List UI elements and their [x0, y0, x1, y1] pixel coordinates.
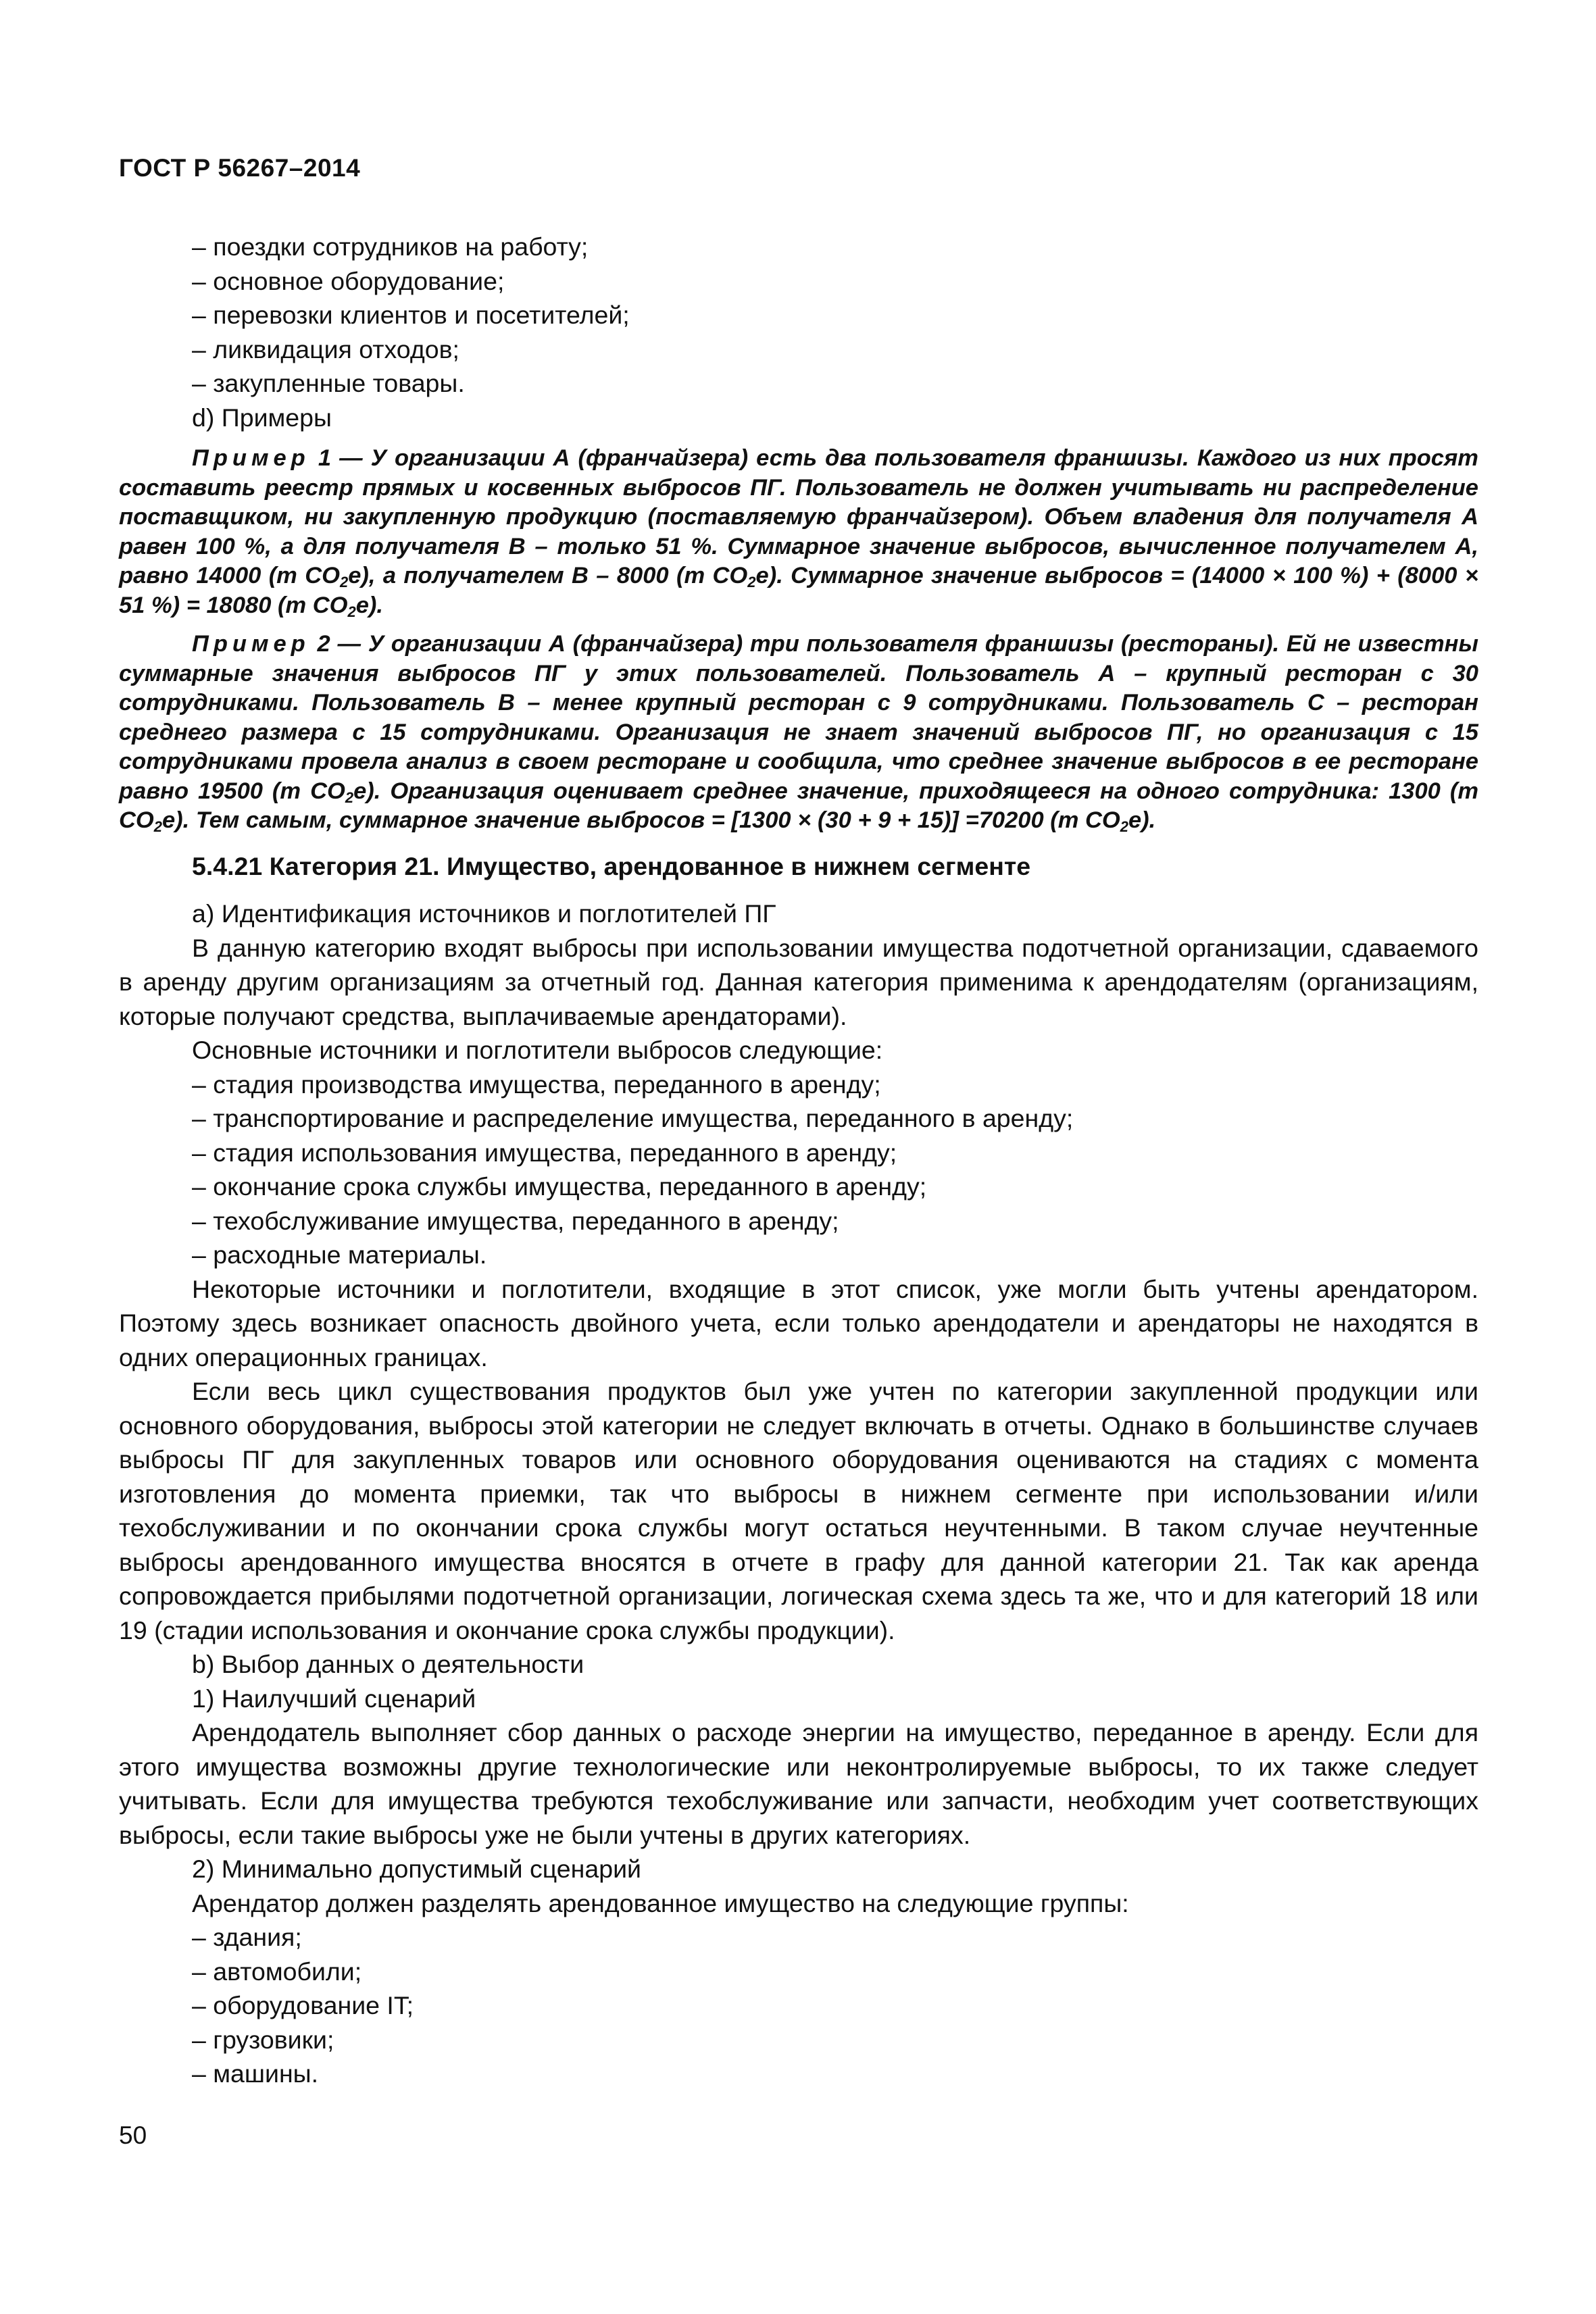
subsection-b1: 1) Наилучший сценарий	[192, 1684, 476, 1713]
example-1-number: 1	[318, 445, 331, 471]
subscript: 2	[347, 603, 356, 620]
subsection-b2: 2) Минимально допустимый сценарий	[192, 1855, 641, 1883]
sources-intro: Основные источники и поглотители выбросов следующие:	[192, 1036, 883, 1064]
example-1	[119, 444, 1478, 620]
paragraph: Некоторые источники и поглотители, входящие в этот список, уже могли быть учтены арендатором. Поэтому здесь возникает опасность двойного учета, если только арендодатели и арендаторы не находятся в одних операционных границах.	[119, 1274, 1478, 1372]
list-item: – оборудование IT;	[192, 1991, 414, 2019]
list-item: – автомобили;	[192, 1957, 362, 1986]
list-item: – техобслуживание имущества, переданного в аренду;	[192, 1206, 839, 1235]
example-1-label: Пример	[192, 445, 310, 471]
page-number: 50	[119, 2121, 147, 2149]
example-2-text: e). Организация оценивает среднее значение, приходящееся на одного сотрудника: 1300 (т CO	[119, 778, 1479, 833]
list-item: – перевозки клиентов и посетителей;	[192, 301, 630, 329]
example-2-dash: —	[337, 631, 361, 657]
list-item: – транспортирование и распределение имущества, переданного в аренду;	[192, 1104, 1074, 1132]
list-item: – расходные материалы.	[192, 1240, 487, 1269]
document-body	[119, 230, 1478, 2091]
example-1-text: e), а получателем В – 8000 (т CO	[348, 563, 748, 588]
paragraph: Если весь цикл существования продуктов был уже учтен по категории закупленной продукции или основного оборудования, выбросы этой категории не следует включать в отчеты. Однако в большинстве случаев выбросы ПГ для закупленных товаров или основного оборудования оцениваются на стадиях с момента изготовления до момента приемки, так что выбросы в нижнем сегменте при использовании и/или техобслуживании и по окончании срока службы могут остаться неучтенными. В таком случае неучтенные выбросы арендованного имущества вносятся в отчете в графу для данной категории 21. Так как аренда сопровождается прибылями подотчетной организации, логическая схема здесь та же, что и для категорий 18 или 19 (стадии использования и окончание срока службы продукции).	[119, 1377, 1478, 1644]
example-2-number: 2	[317, 631, 330, 657]
list-item: – окончание срока службы имущества, переданного в аренду;	[192, 1172, 927, 1201]
groups-intro: Арендатор должен разделять арендованное имущество на следующие группы:	[192, 1888, 1129, 1917]
example-2-text: e). Тем самым, суммарное значение выбросов = [1300 × (30 + 9 + 15)] =70200 (т CO	[162, 807, 1120, 833]
subscript: 2	[339, 574, 349, 590]
document-header: ГОСТ Р 56267–2014	[119, 154, 361, 182]
list-item: – закупленные товары.	[192, 369, 465, 397]
section-heading: 5.4.21 Категория 21. Имущество, арендованное в нижнем сегменте	[192, 851, 1031, 880]
example-1-dash: —	[339, 445, 363, 471]
example-2	[119, 630, 1478, 836]
list-item: – основное оборудование;	[192, 266, 505, 295]
example-2-label: Пример	[192, 631, 310, 657]
example-2-text: У организации А (франчайзера) три пользователя франшизы (рестораны). Ей не известны суммарные значения выбросов ПГ у этих пользователей. Пользователь А – крупный ресторан с 30 сотрудниками. Пользователь В – менее крупный ресторан с 9 сотрудниками. Пользователь С – ресторан среднего размера с 15 сотрудниками. Организация не знает значений выбросов ПГ, но организация с 15 сотрудниками провела анализ в своем ресторане и сообщила, что среднее значение выбросов в ее ресторане равно 19500 (т CO	[119, 631, 1478, 804]
examples-heading: d) Примеры	[192, 403, 332, 432]
list-item: – грузовики;	[192, 2025, 334, 2054]
list-item: – стадия производства имущества, переданного в аренду;	[192, 1070, 881, 1099]
list-item: – здания;	[192, 1923, 302, 1951]
paragraph: Арендодатель выполняет сбор данных о расходе энергии на имущество, переданное в аренду. Если для этого имущества возможны другие технологические или неконтролируемые выбросы, то их также следует учитывать. Если для имущества требуются техобслуживание или запчасти, необходим учет соответствующих выбросы, если такие выбросы уже не были учтены в других категориях.	[119, 1718, 1478, 1849]
example-2-text: e).	[1128, 807, 1156, 833]
example-1-text: У организации А (франчайзера) есть два пользователя франшизы. Каждого из них просят составить реестр прямых и косвенных выбросов ПГ. Пользователь не должен учитывать ни распределение поставщиком, ни закупленную продукцию (поставляемую франчайзером). Объем владения для получателя А равен 100 %, а для получателя В – только 51 %. Суммарное значение выбросов, вычисленное получателем А, равно 14000 (т CO	[119, 445, 1478, 588]
list-item: – ликвидация отходов;	[192, 334, 459, 363]
list-item: – машины.	[192, 2059, 319, 2088]
example-1-text: e). Суммарное значение выбросов = (14000 × 100 %) + (8000 × 51 %) = 18080 (т CO	[119, 563, 1478, 618]
list-item: – стадия использования имущества, переданного в аренду;	[192, 1138, 897, 1167]
subscript: 2	[747, 574, 756, 590]
paragraph: В данную категорию входят выбросы при использовании имущества подотчетной организации, сдаваемого в аренду другим организациям за отчетный год. Данная категория применима к арендодателям (организациям, которые получают средства, выплачиваемые арендаторами).	[119, 933, 1478, 1030]
subsection-a: а) Идентификация источников и поглотителей ПГ	[192, 899, 776, 928]
list-item: – поездки сотрудников на работу;	[192, 232, 589, 261]
subscript: 2	[153, 818, 162, 835]
subscript: 2	[345, 788, 354, 806]
subsection-b: b) Выбор данных о деятельности	[192, 1650, 584, 1678]
example-1-text: e).	[355, 592, 383, 618]
subscript: 2	[1120, 818, 1128, 835]
